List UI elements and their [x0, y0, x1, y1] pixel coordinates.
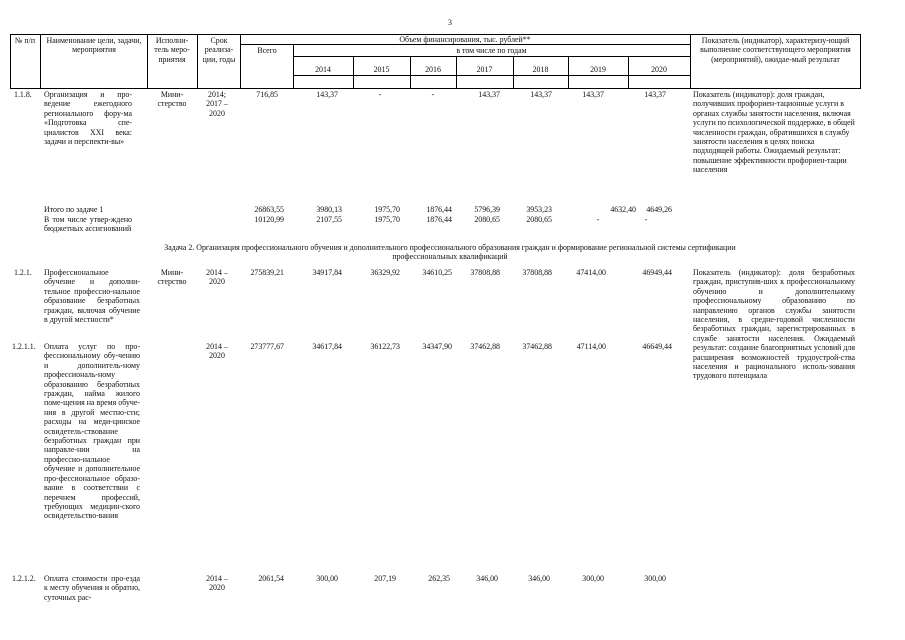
approved-value-2020: -	[644, 215, 648, 224]
row-indicator: Показатель (индикатор): доля граждан, получивших профориен-тационные услуги в органах службы занятости населения, включая услуги по психологической поддержке, в общей численности граждан, обратившихся в службу занятости населения в целях поиска подходящей работы. Ожидаемый результат: повышение эффективности профориен-тации населения	[693, 90, 855, 175]
row-value-2016: -	[431, 90, 435, 99]
header-financing: Объем финансирования, тыс. рублей**	[399, 35, 531, 44]
row-value-2015: -	[378, 90, 382, 99]
header-year: 2019	[590, 65, 606, 74]
approved-value-2017: 2080,65	[474, 215, 500, 224]
row-total: 275839,21	[250, 268, 284, 277]
row-value-2015: 36329,92	[370, 268, 400, 277]
row-value-2017: 143,37	[478, 90, 500, 99]
row-value-2015: 207,19	[374, 574, 396, 583]
header-by-years: в том числе по годам	[456, 46, 527, 55]
row-value-2017: 37808,88	[470, 268, 500, 277]
row-value-2018: 37462,88	[522, 342, 552, 351]
row-indicator: Показатель (индикатор): доля безработных граждан, приступив-ших к профессиональному обучению и дополнительному профессиональному образованию по направлению органов службы занятости населения, в средне-годовой численности безработных граждан, зарегистрированных в службе занятости населения. Ожидаемый результат: создание благоприятных условий для расширения возможностей трудоустрой-ства населения и рационального исполь-зования трудового потенциала	[693, 268, 855, 381]
row-value-2020: 300,00	[644, 574, 666, 583]
row-value-2019: 47414,00	[576, 268, 606, 277]
row-value-2016: 262,35	[428, 574, 450, 583]
row-number: 1.2.1.2.	[12, 574, 36, 583]
row-name: Профессиональное обучение и дополни-тельное профессио-нальное образование безработных граждан, включая обучение в другой местности*	[44, 268, 140, 325]
header-year: 2017	[476, 65, 493, 74]
header-total: Всего	[257, 46, 277, 55]
approved-value-2019: -	[596, 215, 600, 224]
row-number: 1.2.1.	[14, 268, 32, 277]
row-term: 2014 – 2020	[206, 574, 228, 593]
header-executor: Исполни-тель меро-приятия	[154, 36, 190, 64]
header-year: 2016	[425, 65, 441, 74]
row-value-2019: 47114,00	[576, 342, 606, 351]
row-name: Оплата услуг по про-фессиональному обу-чению и дополнитель-ному профессиональ-ному образованию безработных граждан, найма жилого поме-щения на время обуче-ния в другой местно-сти; расходы на меди-цинское освидетель-ствование безработных граждан при направле-нии на профессио-нальное обучение и дополнительное про-фессиональное образо-вание в соответствии с перечнем профессий, требующих медицин-ского освидетельство-вания	[44, 342, 140, 521]
approved-value-2018: 2080,65	[526, 215, 552, 224]
row-value-2016: 34347,90	[422, 342, 452, 351]
row-value-2019: 300,00	[582, 574, 604, 583]
header-bottom-rule	[10, 88, 860, 89]
row-term: 2014 – 2020	[206, 268, 228, 287]
row-value-2020: 46649,44	[642, 342, 672, 351]
row-value-2017: 37462,88	[470, 342, 500, 351]
row-term: 2014; 2017 – 2020	[206, 90, 228, 118]
col-line	[10, 34, 11, 89]
approved-value: 10120,99	[254, 215, 284, 224]
approved-value-2016: 1876,44	[426, 215, 452, 224]
row-value-2014: 300,00	[316, 574, 338, 583]
row-total: 273777,67	[250, 342, 284, 351]
row-executor: Мини-стерство	[157, 90, 187, 109]
row-name: Оплата стоимости про-езда к месту обучения и обратно, суточных рас-	[44, 574, 140, 602]
col-line	[860, 34, 861, 89]
row-term: 2014 – 2020	[206, 342, 228, 361]
total-value-2017: 5796,39	[474, 205, 500, 214]
header-name: Наименование цели, задачи, мероприятия	[46, 36, 142, 55]
row-name: Организация и про-ведение ежегодного регионального фору-ма «Подготовка спе-циалистов XXI века: задачи и перспекти-вы»	[44, 90, 132, 147]
approved-value-2015: 1975,70	[374, 215, 400, 224]
header-year: 2015	[373, 65, 390, 74]
row-value-2019: 143,37	[582, 90, 604, 99]
total-label: Итого по задаче 1	[44, 205, 104, 214]
row-number: 1.2.1.1.	[12, 342, 36, 351]
row-value-2014: 34617,84	[312, 342, 342, 351]
total-value-2014: 3980,13	[316, 205, 342, 214]
approved-value-2014: 2107,55	[316, 215, 342, 224]
approved-label: В том числе утвер-ждено бюджетных ассигнований	[44, 215, 132, 234]
row-value-2014: 143,37	[316, 90, 338, 99]
header-term: Срок реализа-ции, годы	[202, 36, 236, 64]
row-value-2018: 37808,88	[522, 268, 552, 277]
row-value-2014: 34917,84	[312, 268, 342, 277]
row-value-2018: 143,37	[530, 90, 552, 99]
row-value-2017: 346,00	[476, 574, 498, 583]
row-value-2020: 46949,44	[642, 268, 672, 277]
col-line	[147, 34, 148, 89]
row-value-2015: 36122,73	[370, 342, 400, 351]
total-value-2020: 4649,26	[646, 205, 672, 214]
header-indicator: Показатель (индикатор), характеризу-ющий выполнение соответствующего мероприятия (мероприятий), ожидае-мый результат	[700, 36, 851, 64]
total-value: 26863,55	[254, 205, 284, 214]
task-heading: Задача 2. Организация профессионального обучения и дополнительного профессионального образования граждан и формирование региональной системы сертификации профессиональных квалификаций	[164, 243, 736, 262]
row-executor: Мини-стерство	[157, 268, 187, 287]
total-value-2016: 1876,44	[426, 205, 452, 214]
total-value-2019: 4632,40	[610, 205, 636, 214]
row-number: 1.1.8.	[14, 90, 32, 99]
row-value-2018: 346,00	[528, 574, 550, 583]
page-number: 3	[448, 18, 452, 27]
header-num: № п/п	[14, 36, 36, 45]
row-value-2020: 143,37	[644, 90, 666, 99]
col-line	[690, 34, 691, 89]
total-value-2018: 3953,23	[526, 205, 552, 214]
header-year: 2018	[532, 65, 549, 74]
row-total: 2061,54	[258, 574, 284, 583]
row-total: 716,85	[256, 90, 278, 99]
col-line	[197, 34, 198, 89]
row-value-2016: 34610,25	[422, 268, 452, 277]
total-value-2015: 1975,70	[374, 205, 400, 214]
header-year: 2014	[315, 65, 331, 74]
col-line	[40, 34, 41, 89]
header-year: 2020	[651, 65, 667, 74]
